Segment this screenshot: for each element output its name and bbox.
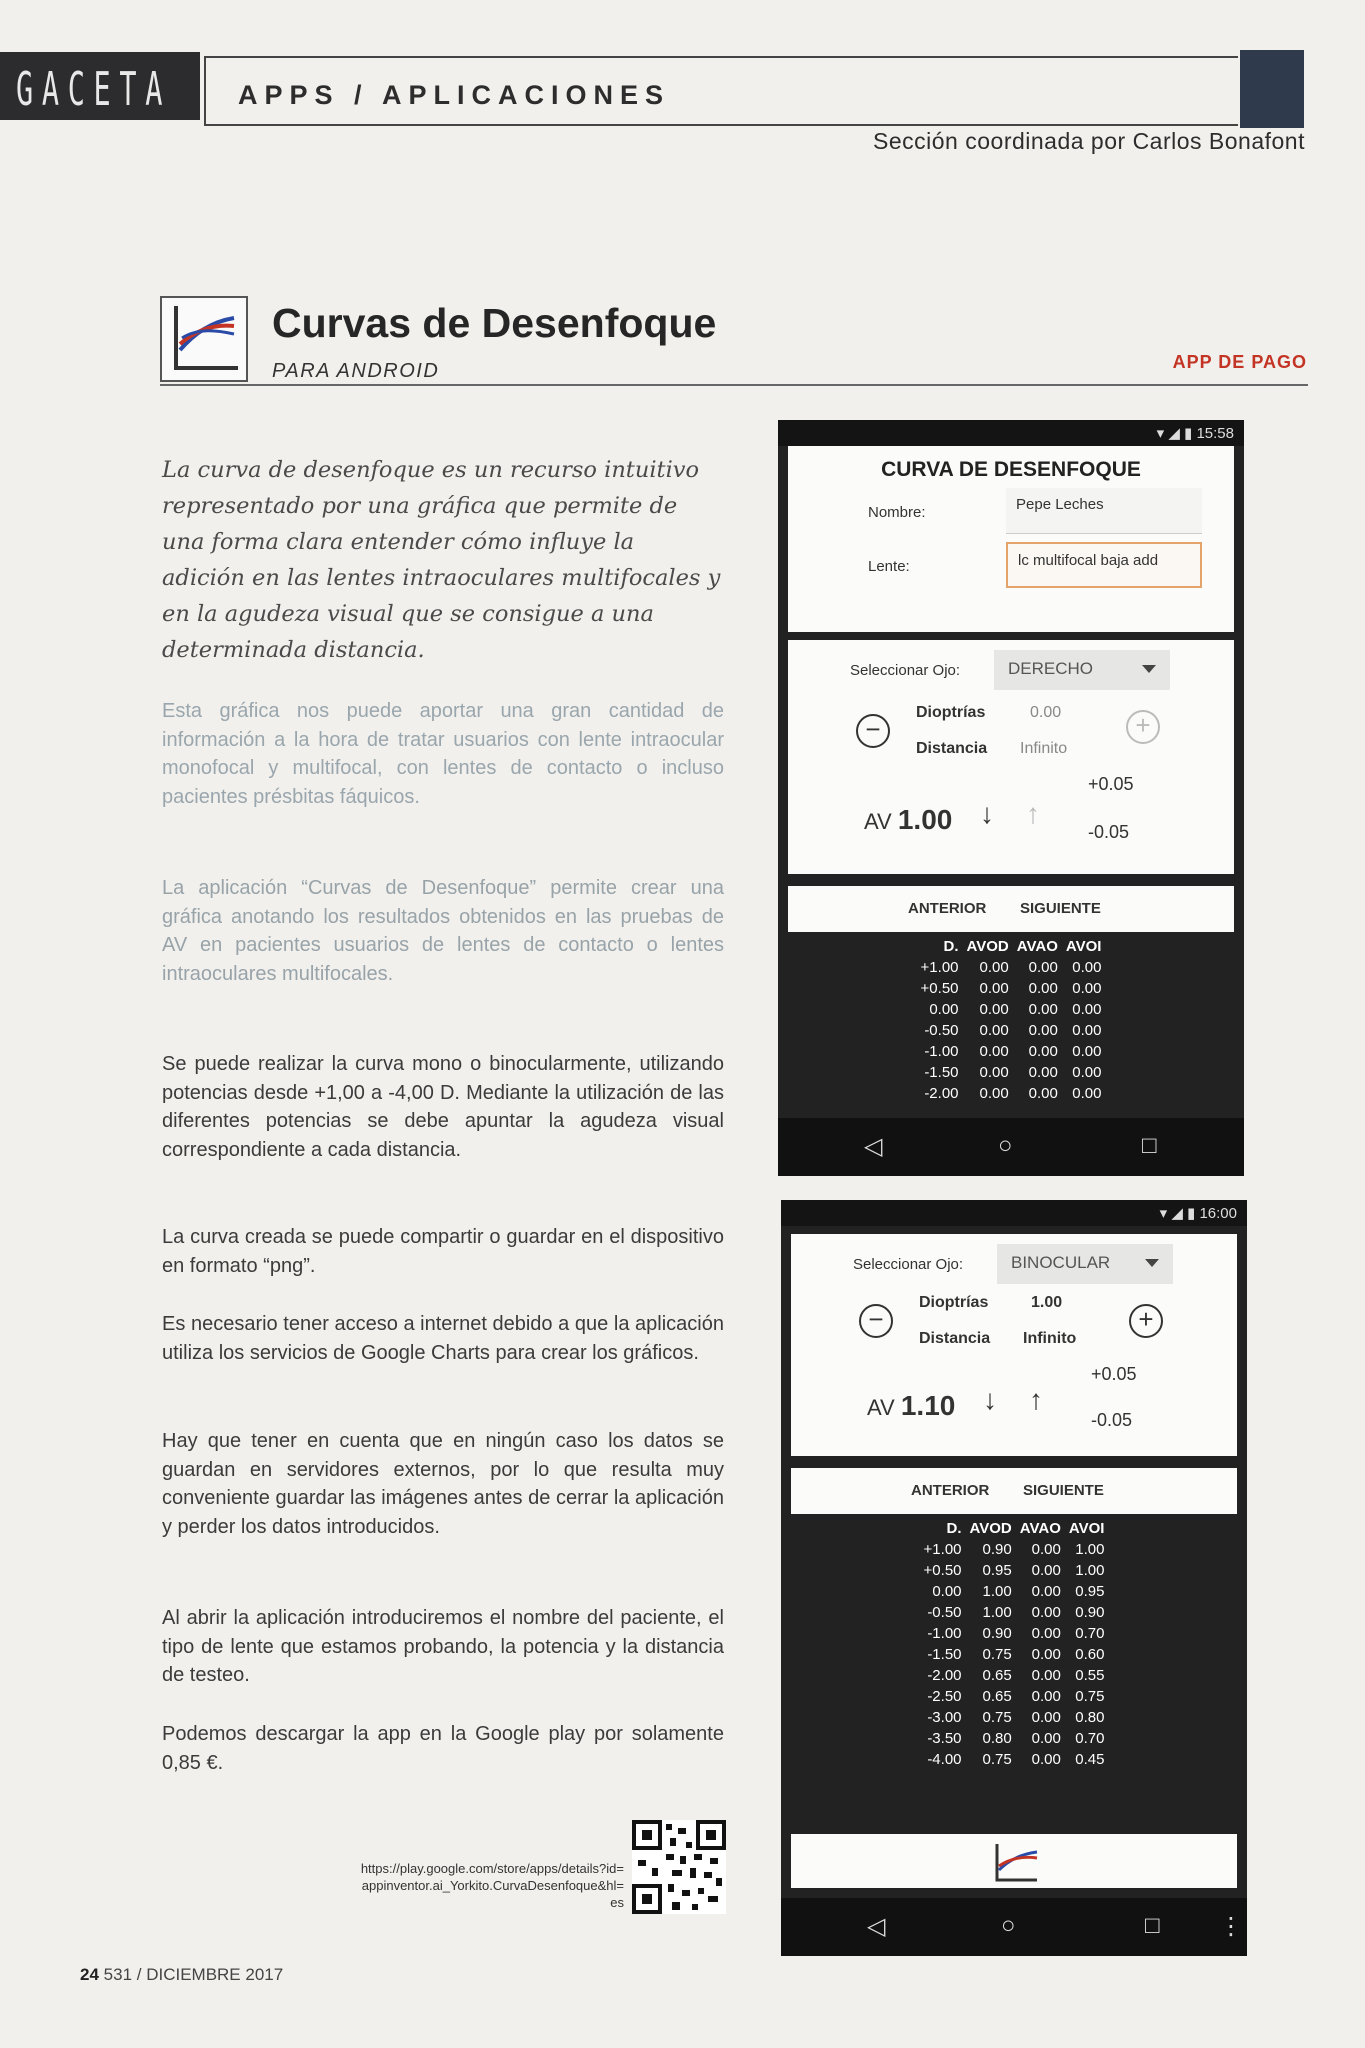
results-table-body — [917, 957, 1106, 1104]
nombre-label: Nombre: — [868, 504, 926, 521]
table-cell: 0.00 — [1031, 1730, 1061, 1747]
table-cell: 0.90 — [982, 1541, 1012, 1558]
arrow-down-icon[interactable]: ↓ — [983, 1384, 997, 1415]
ojo-select[interactable] — [994, 650, 1170, 690]
table-cell: 0.00 — [1072, 1001, 1102, 1018]
overflow-menu-icon[interactable]: ⋮ — [1219, 1913, 1243, 1940]
table-cell: 0.95 — [1075, 1583, 1105, 1600]
av-label: AV — [867, 1395, 895, 1420]
dioptrias-label: Dioptrías — [919, 1294, 989, 1311]
plus-circle-icon[interactable]: + — [1129, 1304, 1163, 1338]
article-lead: La curva de desenfoque es un recurso intuitivo representado por una gráfica que permite de una forma clara entender cómo influye la adición en las lentes intraoculares multifocales y en la agudeza visual que se consigue a una determinada distancia. — [162, 457, 721, 663]
table-cell: 0.00 — [979, 1001, 1009, 1018]
article-paragraph: Podemos descargar la app en la Google play por solamente 0,85 €. — [162, 1723, 724, 1774]
status-time: 16:00 — [1199, 1205, 1237, 1222]
table-row — [920, 1581, 1109, 1602]
dioptrias-label: Dioptrías — [916, 704, 986, 721]
table-cell: 0.75 — [982, 1646, 1012, 1663]
masthead-text: GACETA — [16, 62, 172, 116]
table-row — [920, 1644, 1109, 1665]
arrow-up-icon[interactable]: ↑ — [1029, 1384, 1043, 1415]
app-name: Curvas de Desenfoque — [272, 300, 717, 346]
table-cell: 0.65 — [982, 1688, 1012, 1705]
table-cell: 0.00 — [1031, 1583, 1061, 1600]
dioptrias-value: 1.00 — [1031, 1294, 1063, 1311]
nav-buttons — [791, 1468, 1237, 1514]
table-cell: -1.50 — [927, 1646, 962, 1663]
article-paragraph: Esta gráfica nos puede aportar una gran cantidad de información a la hora de tratar usuarios con lente intraocular monofocal y multifocal, con lentes de contacto o incluso pacientes présbitas fáquicos. — [162, 700, 724, 808]
table-row — [917, 978, 1106, 999]
table-cell: 0.00 — [1028, 980, 1058, 997]
minus-circle-icon[interactable]: − — [859, 1304, 893, 1338]
table-cell: 0.00 — [1031, 1562, 1061, 1579]
chevron-down-icon — [1145, 1259, 1159, 1267]
table-cell: -0.50 — [927, 1604, 962, 1621]
masthead — [0, 52, 200, 120]
table-header-cell: D. — [943, 938, 959, 955]
table-cell: 1.00 — [982, 1583, 1012, 1600]
av-readout — [864, 804, 952, 836]
table-cell: 0.60 — [1075, 1646, 1105, 1663]
status-bar: ▾ ◢ ▮ 15:58 — [778, 420, 1244, 446]
table-cell: 0.00 — [1028, 959, 1058, 976]
table-cell: -3.00 — [927, 1709, 962, 1726]
table-row — [917, 1041, 1106, 1062]
table-cell: 0.00 — [1072, 959, 1102, 976]
lente-input[interactable]: lc multifocal baja add — [1006, 542, 1202, 588]
table-cell: 0.00 — [1028, 1001, 1058, 1018]
ojo-label: Seleccionar Ojo: — [853, 1256, 964, 1273]
table-cell: 0.65 — [982, 1667, 1012, 1684]
phone-screenshot-results — [781, 1200, 1247, 1956]
app-platform: PARA ANDROID — [272, 360, 440, 382]
ojo-value: BINOCULAR — [1011, 1253, 1111, 1272]
table-cell: -3.50 — [927, 1730, 962, 1747]
table-cell: 0.00 — [1031, 1688, 1061, 1705]
table-row — [920, 1539, 1109, 1560]
table-row — [917, 1083, 1106, 1104]
table-header-row — [920, 1518, 1109, 1539]
results-table — [920, 1518, 1109, 1770]
table-row — [917, 1020, 1106, 1041]
section-title: APPS / APLICACIONES — [238, 80, 671, 110]
table-row — [917, 1062, 1106, 1083]
table-cell: 0.00 — [979, 1064, 1009, 1081]
av-label: AV — [864, 809, 892, 834]
nombre-input[interactable]: Pepe Leches — [1006, 488, 1202, 534]
table-cell: 0.00 — [979, 1022, 1009, 1039]
article-paragraph: La aplicación “Curvas de Desenfoque” permite crear una gráfica anotando los resultados obtenidos en las pruebas de AV en pacientes usuarios de lentes de contacto o lentes intraoculares multifocales. — [162, 877, 724, 985]
table-cell: 0.00 — [1072, 1064, 1102, 1081]
table-cell: -2.00 — [924, 1085, 959, 1102]
table-header-row — [917, 936, 1106, 957]
recents-icon[interactable]: □ — [1142, 1132, 1157, 1159]
arrow-up-icon[interactable]: ↑ — [1026, 798, 1040, 829]
table-cell: 0.00 — [1031, 1751, 1061, 1768]
table-cell: 0.70 — [1075, 1730, 1105, 1747]
home-icon[interactable]: ○ — [998, 1132, 1013, 1159]
status-bar: ▾ ◢ ▮ 16:00 — [781, 1200, 1247, 1226]
system-nav-bar — [781, 1898, 1247, 1956]
lente-row — [788, 536, 1234, 590]
distancia-label: Distancia — [916, 740, 988, 757]
measure-panel — [791, 1234, 1237, 1456]
table-cell: 0.00 — [1072, 1085, 1102, 1102]
table-cell: 0.95 — [982, 1562, 1012, 1579]
av-readout — [867, 1390, 955, 1422]
ojo-value: DERECHO — [1008, 659, 1094, 678]
results-table — [917, 936, 1106, 1104]
table-cell: 1.00 — [1075, 1562, 1105, 1579]
table-cell: -4.00 — [927, 1751, 962, 1768]
table-cell: -1.00 — [927, 1625, 962, 1642]
table-row — [920, 1749, 1109, 1770]
lente-label: Lente: — [868, 558, 910, 575]
table-cell: 0.00 — [932, 1583, 962, 1600]
table-row — [920, 1686, 1109, 1707]
table-cell: 0.00 — [1028, 1064, 1058, 1081]
status-time: 15:58 — [1196, 425, 1234, 442]
plus-step: +0.05 — [1088, 774, 1134, 794]
ojo-label: Seleccionar Ojo: — [850, 662, 961, 679]
dioptrias-value: 0.00 — [1030, 704, 1062, 721]
table-cell: 0.80 — [982, 1730, 1012, 1747]
home-icon[interactable]: ○ — [1001, 1912, 1016, 1939]
anterior-button[interactable]: ANTERIOR — [908, 900, 987, 917]
patient-panel — [788, 446, 1234, 632]
table-cell: 0.00 — [1031, 1709, 1061, 1726]
back-icon[interactable]: ◁ — [867, 1913, 886, 1940]
table-row — [920, 1728, 1109, 1749]
arrow-down-icon[interactable]: ↓ — [980, 798, 994, 829]
ojo-select[interactable] — [997, 1244, 1173, 1284]
table-header-cell: D. — [946, 1520, 962, 1537]
system-nav-bar — [778, 1118, 1244, 1176]
measure-panel — [788, 640, 1234, 874]
minus-step: -0.05 — [1088, 822, 1130, 842]
table-header-cell: AVAO — [1019, 1520, 1061, 1537]
nombre-row — [788, 482, 1234, 536]
table-cell: 0.00 — [1031, 1625, 1061, 1642]
table-cell: 0.00 — [1072, 980, 1102, 997]
app-logo-icon — [160, 296, 248, 382]
coordinator-line: Sección coordinada por Carlos Bonafont — [873, 128, 1305, 154]
app-footer — [791, 1834, 1237, 1888]
table-row — [920, 1623, 1109, 1644]
distancia-label: Distancia — [919, 1330, 991, 1347]
table-row — [920, 1665, 1109, 1686]
back-icon[interactable]: ◁ — [864, 1133, 883, 1160]
table-cell: 0.70 — [1075, 1625, 1105, 1642]
table-cell: 0.00 — [1031, 1604, 1061, 1621]
table-cell: -1.50 — [924, 1064, 959, 1081]
table-cell: 0.00 — [979, 1043, 1009, 1060]
minus-step: -0.05 — [1091, 1410, 1133, 1430]
av-value: 1.10 — [900, 1390, 956, 1421]
table-row — [920, 1707, 1109, 1728]
nav-buttons — [788, 886, 1234, 932]
anterior-button[interactable]: ANTERIOR — [911, 1482, 990, 1499]
table-cell: -0.50 — [924, 1022, 959, 1039]
table-cell: 0.00 — [1028, 1043, 1058, 1060]
table-row — [920, 1602, 1109, 1623]
article-paragraph: Se puede realizar la curva mono o binocularmente, utilizando potencias desde +1,00 a -4,00 D. Mediante la utilización de las diferentes potencias se debe apuntar la agudeza visual correspondiente a cada distancia. — [162, 1053, 724, 1161]
table-row — [917, 999, 1106, 1020]
table-header-cell: AVOI — [1068, 1520, 1105, 1537]
plus-step: +0.05 — [1091, 1364, 1137, 1384]
download-url[interactable]: https://play.google.com/store/apps/details?id=appinventor.ai_Yorkito.CurvaDesenfoque&hl=es — [360, 1861, 624, 1910]
article-paragraph: Al abrir la aplicación introduciremos el nombre del paciente, el tipo de lente que estamos probando, la potencia y la distancia de testeo. — [162, 1607, 724, 1686]
table-cell: -1.00 — [924, 1043, 959, 1060]
table-cell: +1.00 — [923, 1541, 962, 1558]
screen-title: CURVA DE DESENFOQUE — [881, 458, 1141, 481]
plus-circle-icon[interactable]: + — [1126, 710, 1160, 744]
table-cell: 0.75 — [982, 1751, 1012, 1768]
table-cell: 0.00 — [1031, 1667, 1061, 1684]
distancia-value: Infinito — [1020, 740, 1068, 757]
table-cell: 0.00 — [979, 959, 1009, 976]
table-cell: 1.00 — [982, 1604, 1012, 1621]
table-cell: +0.50 — [920, 980, 959, 997]
table-cell: 0.55 — [1075, 1667, 1105, 1684]
results-table-body — [920, 1539, 1109, 1770]
table-cell: 0.00 — [1028, 1022, 1058, 1039]
table-header-cell: AVOI — [1065, 938, 1102, 955]
distancia-value: Infinito — [1023, 1330, 1077, 1347]
table-cell: 0.00 — [979, 1085, 1009, 1102]
table-cell: 0.00 — [1072, 1043, 1102, 1060]
corner-block — [1240, 50, 1304, 128]
table-header-cell: AVOD — [966, 938, 1009, 955]
table-cell: 0.00 — [1031, 1541, 1061, 1558]
chevron-down-icon — [1142, 665, 1156, 673]
table-cell: -2.50 — [927, 1688, 962, 1705]
table-cell: 1.00 — [1075, 1541, 1105, 1558]
heading-divider — [160, 384, 1308, 386]
table-row — [920, 1560, 1109, 1581]
recents-icon[interactable]: □ — [1145, 1912, 1160, 1939]
table-cell: 0.00 — [979, 980, 1009, 997]
table-cell: -2.00 — [927, 1667, 962, 1684]
table-cell: 0.00 — [1072, 1022, 1102, 1039]
table-cell: 0.90 — [982, 1625, 1012, 1642]
table-cell: 0.80 — [1075, 1709, 1105, 1726]
table-cell: 0.75 — [1075, 1688, 1105, 1705]
app-price-tag: APP DE PAGO — [1172, 352, 1307, 372]
table-cell: 0.45 — [1075, 1751, 1105, 1768]
phone-screenshot-form — [778, 420, 1244, 1176]
table-cell: +0.50 — [923, 1562, 962, 1579]
table-cell: 0.00 — [1028, 1085, 1058, 1102]
table-cell: 0.75 — [982, 1709, 1012, 1726]
minus-circle-icon[interactable]: − — [856, 714, 890, 748]
article-paragraph: Hay que tener en cuenta que en ningún caso los datos se guardan en servidores externos, por lo que resulta muy conveniente guardar las imágenes antes de cerrar la aplicación y perder los datos introducidos. — [162, 1430, 724, 1538]
siguiente-button[interactable]: SIGUIENTE — [1023, 1482, 1104, 1499]
issue-info: 531 / DICIEMBRE 2017 — [103, 1965, 284, 1984]
table-header-cell: AVOD — [969, 1520, 1012, 1537]
siguiente-button[interactable]: SIGUIENTE — [1020, 900, 1101, 917]
table-cell: 0.90 — [1075, 1604, 1105, 1621]
table-header-cell: AVAO — [1016, 938, 1058, 955]
table-cell: 0.00 — [1031, 1646, 1061, 1663]
article-paragraph: La curva creada se puede compartir o guardar en el dispositivo en formato “png”. — [162, 1226, 724, 1277]
table-row — [917, 957, 1106, 978]
table-cell: +1.00 — [920, 959, 959, 976]
av-value: 1.00 — [897, 804, 953, 835]
qr-code[interactable] — [632, 1820, 726, 1914]
article-paragraph: Es necesario tener acceso a internet debido a que la aplicación utiliza los servicios de Google Charts para crear los gráficos. — [162, 1313, 724, 1364]
page-number: 24 — [80, 1965, 99, 1984]
table-cell: 0.00 — [929, 1001, 959, 1018]
app-logo-icon — [991, 1840, 1041, 1884]
page-folio — [80, 1965, 283, 1985]
